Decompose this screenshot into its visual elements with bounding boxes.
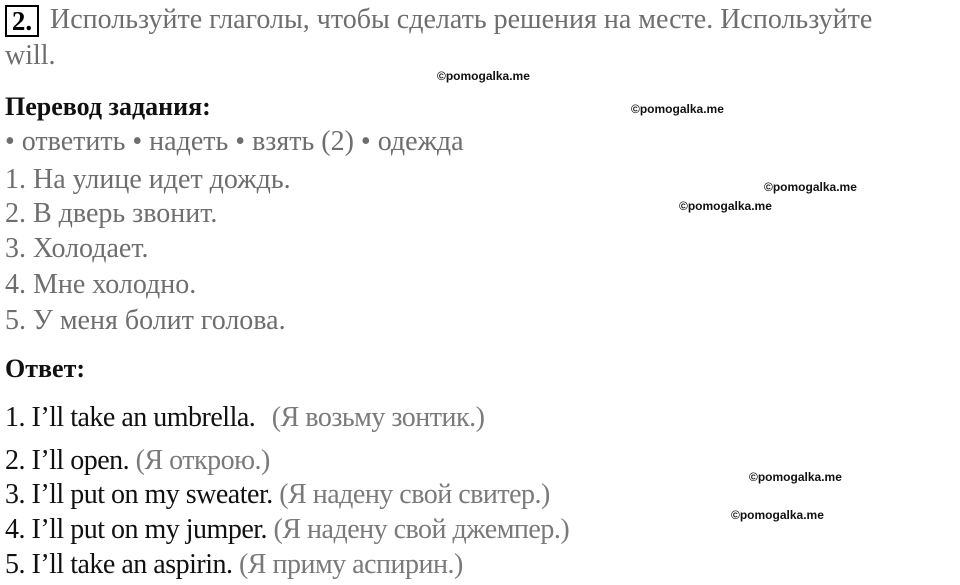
watermark: ©pomogalka.me <box>437 69 530 83</box>
answer-item <box>5 445 270 477</box>
watermark: ©pomogalka.me <box>764 180 857 194</box>
watermark: ©pomogalka.me <box>749 470 842 484</box>
translation-item: 5. У меня болит голова. <box>5 305 286 336</box>
translation-item: 1. На улице идет дождь. <box>5 164 291 195</box>
translation-item: 4. Мне холодно. <box>5 269 197 300</box>
answer-english: 4. I’ll put on my jumper. <box>5 514 268 545</box>
answer-item <box>5 549 463 581</box>
translation-words: • ответить • надеть • взять (2) • одежда <box>5 126 464 157</box>
watermark: ©pomogalka.me <box>679 199 772 213</box>
watermark: ©pomogalka.me <box>631 102 724 116</box>
answer-english: 1. I’ll take an umbrella. <box>5 402 256 433</box>
answer-russian: (Я надену свой свитер.) <box>279 479 550 510</box>
answer-item <box>5 402 484 434</box>
translation-item: 3. Холодает. <box>5 233 149 264</box>
task-text-line-1: Используйте глаголы, чтобы сделать решения на месте. Используйте <box>50 4 873 35</box>
answer-russian: (Я возьму зонтик.) <box>271 402 485 433</box>
task-text-line-2: will. <box>5 40 56 71</box>
answer-russian: (Я приму аспирин.) <box>238 549 463 580</box>
answer-item <box>5 479 550 511</box>
task-number-badge: 2. <box>5 5 39 37</box>
answer-item <box>5 514 569 546</box>
answer-heading: Ответ: <box>5 354 86 383</box>
translation-item: 2. В дверь звонит. <box>5 198 218 229</box>
answer-english: 2. I’ll open. <box>5 445 130 476</box>
answer-russian: (Я открою.) <box>135 445 270 476</box>
answer-english: 3. I’ll put on my sweater. <box>5 479 273 510</box>
translation-heading: Перевод задания: <box>5 92 211 121</box>
answer-russian: (Я надену свой джемпер.) <box>273 514 570 545</box>
watermark: ©pomogalka.me <box>731 508 824 522</box>
answer-english: 5. I’ll take an aspirin. <box>5 549 233 580</box>
